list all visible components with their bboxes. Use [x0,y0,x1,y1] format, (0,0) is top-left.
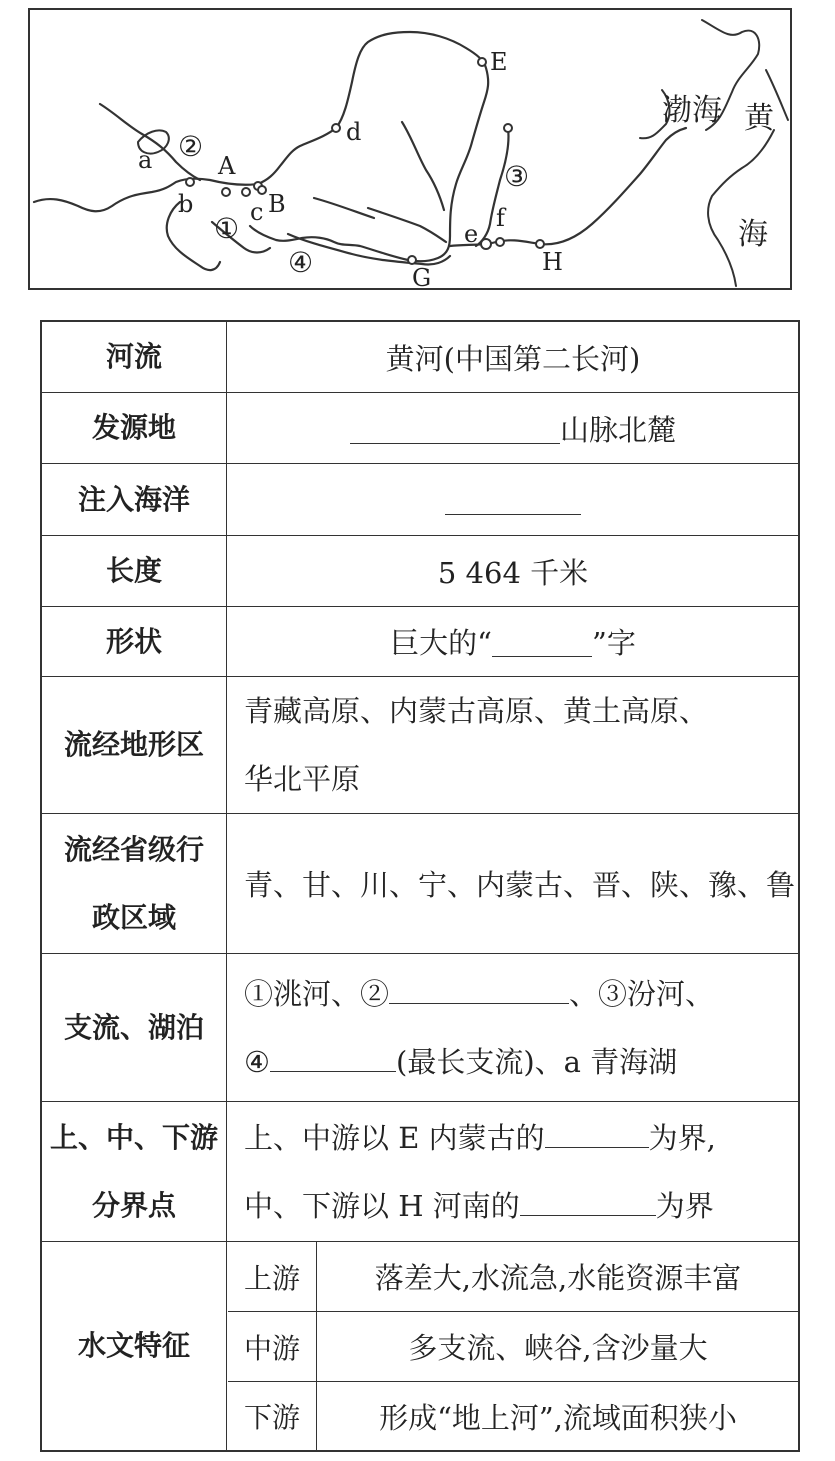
label-b: b [178,190,194,218]
terrain-line2: 华北平原 [244,762,361,796]
blank-boundary-E [545,1116,649,1147]
provinces-label-line1: 流经省级行 [63,832,204,866]
blank-boundary-H [520,1184,656,1215]
point-G [408,256,416,264]
hydrology-upper-label: 上游 [228,1242,317,1311]
row-source [42,393,798,464]
tributaries-l1-b: 、③汾河、 [569,976,715,1011]
label-circle3: ③ [504,160,530,193]
point-c1 [242,188,250,196]
header-terrain: 流经地形区 [42,677,227,813]
blank-tributary2 [389,972,569,1003]
blank-tributary4 [270,1040,396,1071]
header-boundary [42,1102,227,1241]
terrain-line1: 青藏高原、内蒙古高原、黄土高原、 [244,694,709,728]
value-boundary [228,1102,798,1241]
row-boundary [42,1102,798,1242]
yellow-river-map [28,8,792,290]
value-source [228,393,798,463]
row-length [42,536,798,607]
source-suffix: 山脉北麓 [559,412,676,447]
point-e [481,239,491,249]
header-river: 河流 [42,322,227,392]
tributary-north-2 [368,208,446,242]
blank-ocean [445,484,581,515]
label-E: E [490,48,508,76]
row-shape [42,607,798,677]
label-f: f [496,204,505,232]
label-c: c [250,198,264,226]
point-f [496,238,504,246]
point-b [186,178,194,186]
header-provinces [42,814,227,953]
tributaries-l2-a: ④ [244,1044,270,1079]
hydrology-lower-value: 形成“地上河”,流域面积狭小 [379,1400,737,1435]
map-drawing [30,10,790,288]
hydrology-upper [228,1242,798,1312]
boundary-l1-a: 上、中游以 E 内蒙古的 [244,1120,545,1155]
label-circle4: ④ [288,246,314,279]
blank-source [350,412,560,443]
label-bohai: 渤海 [662,93,722,128]
label-B: B [268,190,286,218]
point-E [478,58,486,66]
label-hai: 海 [738,217,768,252]
value-tributaries [228,954,798,1101]
row-ocean [42,464,798,536]
label-circle2: ② [178,130,204,163]
label-G: G [412,264,432,288]
tributaries-l2-b: (最长支流)、a 青海湖 [396,1044,678,1079]
point-fen-source [504,124,512,132]
coastline-shandong [708,130,774,286]
label-e: e [464,220,479,248]
point-d [332,124,340,132]
provinces-label-line2: 政区域 [91,900,176,934]
label-huang: 黄 [744,101,774,136]
hydrology-middle-value: 多支流、峡谷,含沙量大 [408,1331,708,1365]
label-a: a [138,146,153,174]
hydrology-upper-value: 落差大,水流急,水能资源丰富 [374,1261,742,1295]
tributaries-l1-a: ①洮河、② [244,976,390,1011]
label-H: H [542,248,563,276]
boundary-label-line1: 上、中、下游 [49,1120,218,1154]
boundary-l1-b: 为界, [648,1120,716,1155]
boundary-l2-b: 为界 [655,1188,714,1223]
yellow-river-table [40,320,800,1452]
boundary-line1 [244,1104,716,1172]
tributary-north-1 [402,122,444,210]
label-circle1: ① [214,212,240,245]
hydrology-lower [228,1382,798,1450]
yellow-river-lower [450,128,686,246]
row-provinces [42,814,798,954]
blank-shape [492,626,592,657]
tributary-north-3 [314,198,374,218]
header-hydrology: 水文特征 [42,1242,227,1450]
shape-prefix: 巨大的“ [390,626,492,660]
header-ocean: 注入海洋 [42,464,227,535]
boundary-line2 [244,1172,716,1240]
hydrology-middle [228,1312,798,1382]
value-shape [228,607,798,676]
boundary-label-line2: 分界点 [91,1188,176,1222]
value-terrain [228,677,798,813]
tributaries-line2 [244,1028,714,1096]
point-B [258,186,266,194]
point-H [536,240,544,248]
header-tributaries: 支流、湖泊 [42,954,227,1101]
value-provinces: 青、甘、川、宁、内蒙古、晋、陕、豫、鲁 [244,868,796,902]
boundary-l2-a: 中、下游以 H 河南的 [244,1188,520,1223]
hydrology-lower-label: 下游 [228,1382,317,1450]
row-hydrology [42,1242,798,1450]
label-A: A [218,152,236,180]
value-ocean [228,464,798,535]
header-shape: 形状 [42,607,227,676]
row-tributaries [42,954,798,1102]
hydrology-middle-label: 中游 [228,1312,317,1381]
point-A [222,188,230,196]
header-source: 发源地 [42,393,227,463]
tributaries-line1 [244,960,714,1028]
label-d: d [346,118,362,146]
value-river: 黄河(中国第二长河) [385,341,641,376]
row-terrain [42,677,798,814]
shape-suffix: ”字 [592,626,636,660]
row-river [42,322,798,393]
value-length: 5 464 千米 [437,555,589,590]
header-length: 长度 [42,536,227,606]
